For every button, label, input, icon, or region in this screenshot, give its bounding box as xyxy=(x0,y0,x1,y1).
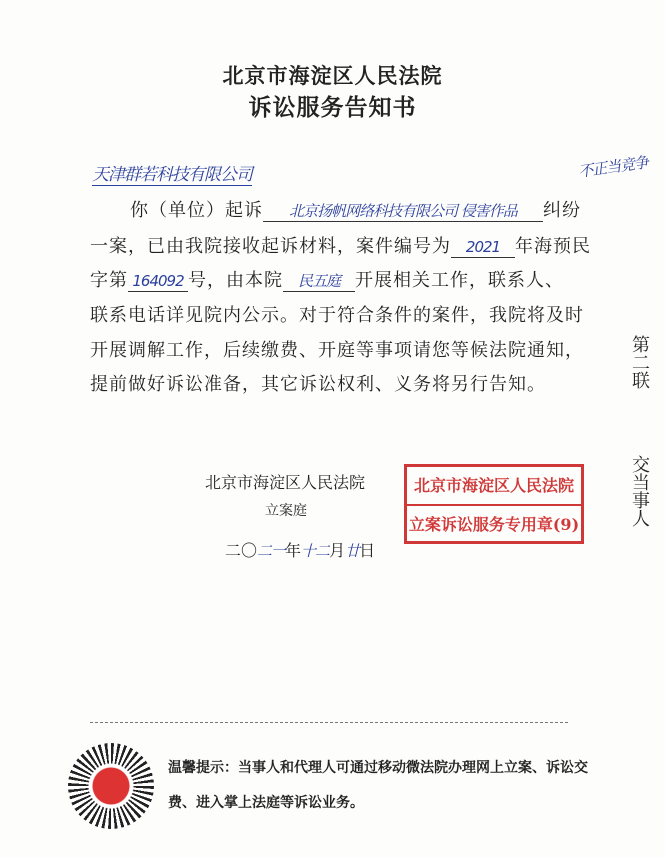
copy-label xyxy=(622,335,650,401)
plaintiff-field: 北京扬帆网络科技有限公司 侵害作品 xyxy=(263,201,543,222)
month: 十二 xyxy=(301,542,330,560)
text: 年 xyxy=(285,541,302,560)
year-field: 2021 xyxy=(451,237,515,258)
stamp-line-2: 立案诉讼服务专用章(9) xyxy=(407,504,581,543)
body-line-4: 联系电话详见院内公示。对于符合条件的案件，我院将及时 xyxy=(90,305,584,326)
text: 第二联 xyxy=(629,335,650,389)
addressee-handwritten: 天津群若科技有限公司 xyxy=(92,160,252,186)
text: 号，由本院 xyxy=(188,270,283,291)
text: 日 xyxy=(359,541,376,560)
department-field: 民五庭 xyxy=(283,271,355,292)
body-line-5: 开展调解工作，后续缴费、开庭等事项请您等候法院通知， xyxy=(90,340,584,361)
tip-line-2: 费、进入掌上法庭等诉讼业务。 xyxy=(168,795,364,811)
text: 字第 xyxy=(90,270,128,291)
body-line-2 xyxy=(90,232,591,258)
text: 纠纷 xyxy=(543,200,581,221)
body-line-3 xyxy=(90,266,564,292)
body-line-6: 提前做好诉讼准备，其它诉讼权利、义务将另行告知。 xyxy=(90,374,546,395)
stamp-line-1: 北京市海淀区人民法院 xyxy=(413,476,574,495)
case-number-field: 164092 xyxy=(128,271,188,292)
court-name: 北京市海淀区人民法院 xyxy=(222,63,443,88)
case-type-note: 不正当竞争 xyxy=(577,153,649,181)
year: 二一 xyxy=(257,542,286,560)
day: 廿 xyxy=(345,542,360,560)
signature-court: 北京市海淀区人民法院 xyxy=(205,473,366,492)
divider xyxy=(90,722,568,723)
text: 开展相关工作，联系人、 xyxy=(355,270,564,291)
official-stamp xyxy=(404,464,584,544)
recipient-label xyxy=(622,455,650,539)
text: 你（单位）起诉 xyxy=(130,200,263,221)
tip-line-1: 温馨提示：当事人和代理人可通过移动微法院办理网上立案、诉讼交 xyxy=(168,760,588,776)
text: 二〇 xyxy=(225,541,258,560)
mini-program-qr-code-icon[interactable] xyxy=(68,743,154,829)
signature-date xyxy=(225,538,375,561)
text: 月 xyxy=(329,541,346,560)
text: 年海预民 xyxy=(515,236,591,257)
text: 交当事人 xyxy=(629,455,650,527)
document-title: 诉讼服务告知书 xyxy=(248,94,417,121)
signature-division: 立案庭 xyxy=(265,503,307,519)
body-line-1 xyxy=(130,196,581,222)
text: 一案，已由我院接收起诉材料，案件编号为 xyxy=(90,236,451,257)
